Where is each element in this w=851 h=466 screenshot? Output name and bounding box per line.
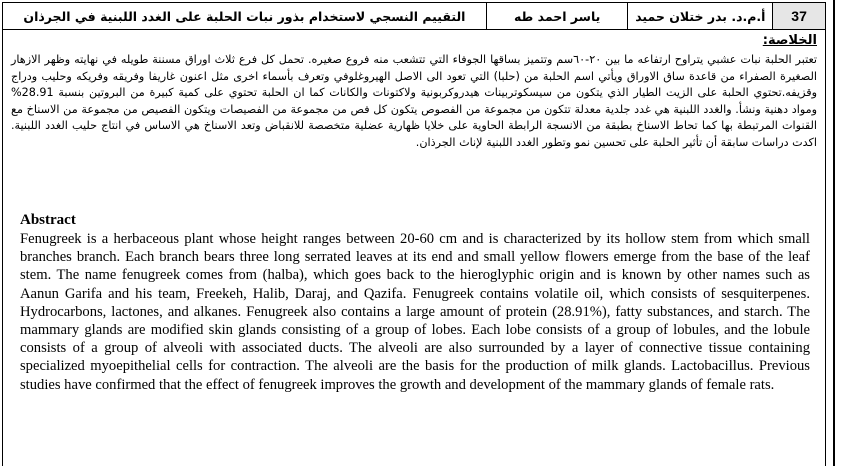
author-1: أ.م.د. بدر ختلان حميد bbox=[628, 3, 773, 29]
arabic-abstract-text: تعتبر الحلبة نبات عشبي يتراوح ارتفاعه ما بين ٢٠-٦٠سم وتتميز بساقها الجوفاء التي تتشعب منه فروع صغيره. تحمل كل فرع ثلاث اوراق مسننة طويله في نهايته وظهر الازهار الصغيرة الصفراء من قاعدة ساق الاوراق ويأتي اسم الحلبة من (حلبا) التي تعود الى الاصل الهيروغلوفي وتعرف بأسماء اخرى مثل اعنون غاريفا وفريقه وفريكه وحليب ودراج وقزيفه.تحتوي الحلبة على الزيت الطيار الذي يتكون من سيسكوتربينات هيدروكربونية ولاكتونات والكانات كما ان الحلبة تحتوي على كمية كبيرة من البروتين بنسبة 28.91% ومواد دهنية ونشأ. والغدد اللبنية هي غدد جلدية معدلة تتكون من مجموعة من الفصوص يتكون كل فص من مجموعة من الفصيصات ويتكون الفصيص من مجموعة من الاسناخ مع القنوات المرتبطة بها كما تحاط الاسناخ بطبقة من الانسجة الرابطة الحاوية على خلايا ظهارية عضلية متخصصة للانقباض وتعد الاسناخ هي الاساس في انتاج حليب الغدد اللبنية. اكدت دراسات سابقة أن تأثير الحلبة على تحسين نمو وتطور الغدد اللبنية لإناث الجرذان. bbox=[11, 53, 817, 149]
right-margin-rule bbox=[833, 0, 835, 466]
header-table bbox=[2, 2, 826, 30]
english-abstract-heading: Abstract bbox=[20, 212, 76, 228]
abstract-box bbox=[2, 30, 826, 466]
english-abstract-text: Fenugreek is a herbaceous plant whose height ranges between 20-60 cm and is characterized by its hollow stem from which small branches branch. Each branch bears three long serrated leaves at its end and small yellow flowers emerge from the base of the leaf stem. The name fenugreek comes from (halba), which goes back to the hieroglyphic origin and is known by other names such as Aanun Garifa and his team, Freekeh, Halib, Daraj, and Qazifa. Fenugreek contains volatile oil, which consists of sesquiterpenes. Hydrocarbons, lactones, and alkanes. Fenugreek also contains a large amount of protein (28.91%), fatty substances, and starch. The mammary glands are modified skin glands consisting of a group of lobes. Each lobe consists of a group of lobules, and the lobule consists of a group of alveoli with associated ducts. The alveoli are also surrounded by a layer of connective tissue containing specialized myoepithelial cells for contraction. The alveoli are the basis for the production of milk glands. Lactobacillus. Previous studies have confirmed that the effect of fenugreek improves the growth and development of the mammary glands of female rats. bbox=[20, 231, 810, 393]
arabic-abstract-heading: الخلاصة: bbox=[762, 33, 817, 48]
author-2: ياسر احمد طه bbox=[487, 3, 629, 29]
entry-number: 37 bbox=[773, 3, 825, 29]
paper-title: التقييم النسجي لاستخدام بذور نبات الحلبة على الغدد اللبنية في الجرذان bbox=[3, 3, 487, 29]
